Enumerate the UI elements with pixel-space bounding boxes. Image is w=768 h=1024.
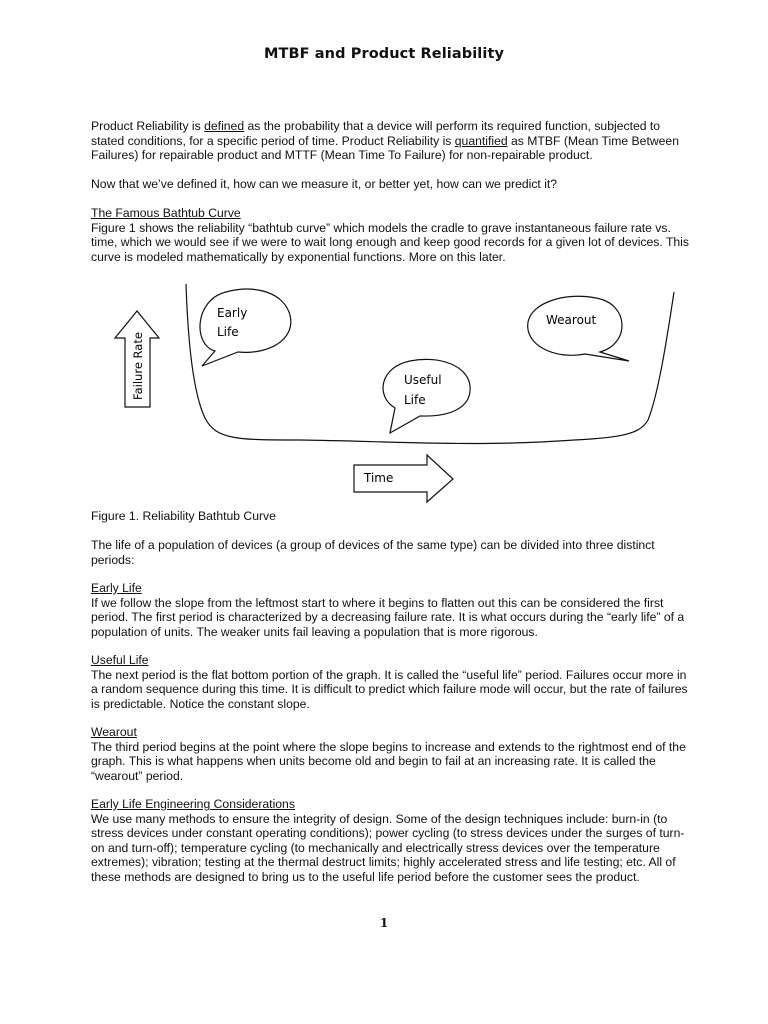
useful-life-heading: Useful Life <box>91 653 149 667</box>
useful-life-bubble <box>383 359 470 433</box>
figure-caption <box>91 509 691 524</box>
engineering-section <box>91 797 691 885</box>
time-label: Time <box>364 471 394 485</box>
early-life-body: If we follow the slope from the leftmost start to where it begins to flatten out this can be considered the first period. The first period is characterized by a decreasing failure rate. It is what occurs during the “early life” of a population of units. The weaker units fail leaving a population that is more rigorous. <box>91 595 685 639</box>
useful-life-section <box>91 653 691 711</box>
wearout-label: Wearout <box>546 313 597 327</box>
early-life-bubble <box>200 289 291 366</box>
figure-caption-text: Figure 1. Reliability Bathtub Curve <box>91 509 276 523</box>
quantified-word: quantified <box>454 133 508 148</box>
early-life-heading: Early Life <box>91 581 142 595</box>
engineering-body: We use many methods to ensure the integrity of design. Some of the design techniques include: burn-in (to stress devices under constant operating conditions); power cycling (to stress devices under the surges of turn-on and turn-off); temperature cycling (to mechanically and electrically stress devices over the temperature extremes); vibration; testing at the thermal destruct limits; highly accelerated stress and life testing; etc. All of these methods are designed to bring us to the useful life period before the customer sees the product. <box>91 811 685 884</box>
failure-rate-label: Failure Rate <box>131 332 145 400</box>
page-number: 1 <box>379 916 389 930</box>
engineering-heading: Early Life Engineering Considerations <box>91 797 295 811</box>
wearout-section <box>91 725 691 783</box>
intro-text-3: as MTBF (Mean Time Between Failures) for repairable product and MTTF (Mean Time To Failure) for non-repairable product. <box>91 133 679 163</box>
population-paragraph <box>91 538 691 567</box>
bathtub-body: Figure 1 shows the reliability “bathtub curve” which models the cradle to grave instantaneous failure rate vs. time, which we would see if we were to wait long enough and keep good records for a given lot of devices. This curve is modeled mathematically by exponential functions. More on this later. <box>91 220 689 264</box>
wearout-body: The third period begins at the point where the slope begins to increase and extends to the rightmost end of the graph. This is what happens when units become old and begin to fail at an increasing rate. It is called the “wearout” period. <box>91 739 686 783</box>
question-text: Now that we’ve defined it, how can we measure it, or better yet, how can we predict it? <box>91 177 558 191</box>
useful-life-label-1: Useful <box>404 373 442 387</box>
intro-text-2: as the probability that a device will perform its required function, subjected to stated conditions, for a specific period of time. Product Reliability is <box>91 119 661 148</box>
wearout-bubble <box>528 296 629 361</box>
defined-word: defined <box>204 119 245 133</box>
useful-life-body: The next period is the flat bottom portion of the graph. It is called the “useful life” period. Failures occur more in a random sequence during this time. It is difficult to predict which failure mode will occur, but the rate of failures is predictable. Notice the constant slope. <box>91 667 688 711</box>
early-life-section <box>91 581 691 639</box>
wearout-heading: Wearout <box>91 725 137 739</box>
bathtub-heading: The Famous Bathtub Curve <box>91 206 241 220</box>
useful-life-label-2: Life <box>404 393 426 407</box>
early-life-label-2: Life <box>217 325 239 339</box>
early-life-label-1: Early <box>217 306 248 320</box>
document-title: MTBF and Product Reliability <box>263 46 505 62</box>
intro-text-1: Product Reliability is <box>91 119 205 133</box>
population-text: The life of a population of devices (a group of devices of the same type) can be divided into three distinct periods: <box>91 538 655 567</box>
